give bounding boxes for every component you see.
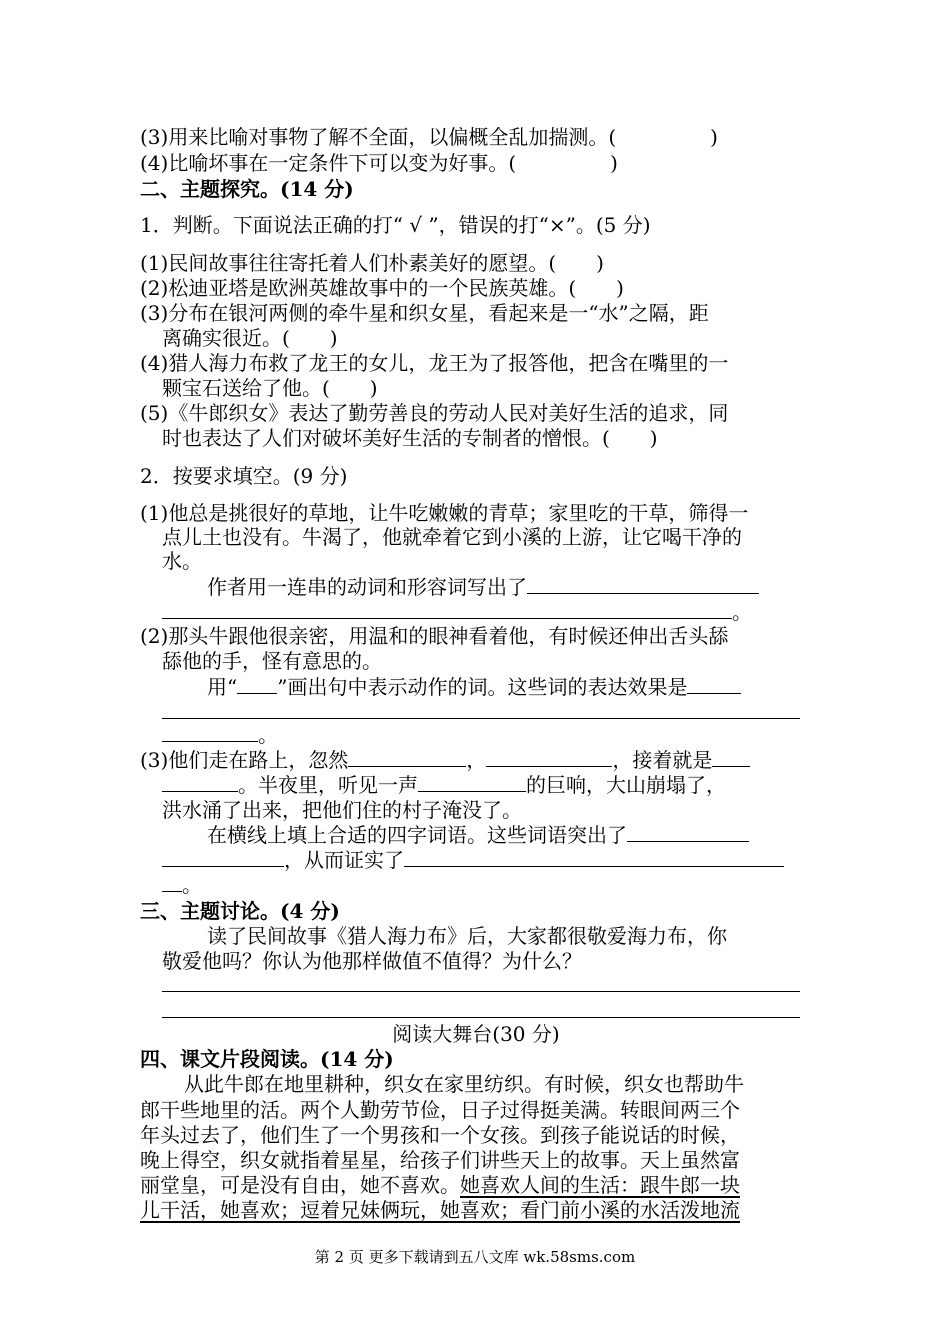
passage-line-2: 郎干些地里的活。两个人勤劳节俭，日子过得挺美满。转眼间两三个	[140, 1098, 740, 1122]
answer-blank[interactable]	[418, 773, 526, 792]
idiom-question-4-text: (4)比喻坏事在一定条件下可以变为好事。(	[140, 151, 517, 175]
idiom-question-3	[140, 124, 812, 150]
answer-blank[interactable]	[162, 773, 238, 792]
idiom-question-4	[140, 150, 812, 176]
fill-prompt-3-end: 。	[162, 872, 834, 898]
fill-passage-3-line-1: (3)他们走在路上，忽然 ， ，接着就是	[140, 747, 812, 773]
fill-passage-3-line-3: 洪水涌了出来，把他们住的村子淹没了。	[162, 798, 522, 822]
section-4-heading: 四、课文片段阅读。(14 分)	[140, 1047, 394, 1071]
page-footer: 第 2 页 更多下载请到五八文库 wk.58sms.com	[314, 1248, 636, 1266]
answer-blank[interactable]	[404, 848, 784, 867]
underline-sample	[237, 675, 277, 694]
idiom-question-3-text: (3)用来比喻对事物了解不全面，以偏概全乱加揣测。(	[140, 125, 617, 149]
answer-line[interactable]	[162, 1017, 800, 1018]
fill-passage-1-line-1: (1)他总是挑很好的草地，让牛吃嫩嫩的青草；家里吃的干草，筛得一	[140, 501, 749, 525]
answer-blank[interactable]	[162, 873, 182, 892]
passage-line-1: 从此牛郎在地里耕种，织女在家里纺织。有时候，织女也帮助牛	[184, 1072, 744, 1096]
fill-passage-2-line-2: 舔他的手，怪有意思的。	[162, 649, 382, 673]
discussion-prompt-line-1: 读了民间故事《猎人海力布》后，大家都很敬爱海力布，你	[207, 924, 727, 948]
answer-blank[interactable]	[486, 748, 612, 767]
answer-blank[interactable]	[348, 748, 466, 767]
bracket-close: )	[710, 125, 718, 149]
judge-item-3: (3)分布在银河两侧的牵牛星和织女星，看起来是一“水”之隔，距	[140, 301, 709, 325]
answer-blank[interactable]	[687, 675, 741, 694]
fill-prompt-3: 在横线上填上合适的四字词语。这些词语突出了	[207, 822, 812, 848]
passage-line-3: 年头过去了，他们生了一个男孩和一个女孩。到孩子能说话的时候，	[140, 1123, 740, 1147]
passage-line-6-underlined: 儿干活，她喜欢；逗着兄妹俩玩，她喜欢；看门前小溪的水活泼地流	[140, 1198, 740, 1222]
judge-item-2[interactable]: (2)松迪亚塔是欧洲英雄故事中的一个民族英雄。( )	[140, 276, 624, 300]
fill-question-title: 2．按要求填空。(9 分)	[140, 464, 348, 488]
fill-prompt-2-cont: 。	[162, 722, 834, 748]
fill-prompt-1-cont: 。	[162, 599, 834, 625]
answer-blank[interactable]	[627, 823, 749, 842]
passage-line-4: 晚上得空，织女就指着星星，给孩子们讲些天上的故事。天上虽然富	[140, 1148, 740, 1172]
discussion-prompt-line-2: 敬爱他吗？你认为他那样做值不值得？为什么？	[162, 949, 582, 973]
fill-passage-3-line-2: 。半夜里，听见一声 的巨响，大山崩塌了，	[162, 772, 822, 798]
underlined-sentence: 她喜欢人间的生活：跟牛郎一块	[460, 1173, 740, 1197]
fill-passage-1-line-2: 点儿土也没有。牛渴了，他就牵着它到小溪的上游，让它喝干净的	[162, 525, 742, 549]
answer-blank[interactable]	[712, 748, 750, 767]
judge-item-1[interactable]: (1)民间故事往往寄托着人们朴素美好的愿望。( )	[140, 251, 604, 275]
answer-line[interactable]	[162, 991, 800, 992]
reading-stage-title: 阅读大舞台(30 分)	[392, 1022, 560, 1046]
answer-line[interactable]	[162, 718, 800, 719]
section-3-heading: 三、主题讨论。(4 分)	[140, 899, 340, 923]
judge-question-title: 1．判断。下面说法正确的打“ √ ”，错误的打“×”。(5 分)	[140, 213, 651, 237]
judge-item-4: (4)猎人海力布救了龙王的女儿，龙王为了报答他，把含在嘴里的一	[140, 351, 729, 375]
fill-passage-1-line-3: 水。	[162, 549, 202, 573]
bracket-close: )	[610, 151, 618, 175]
section-2-heading: 二、主题探究。(14 分)	[140, 177, 354, 201]
answer-blank[interactable]	[162, 723, 258, 742]
judge-item-4-cont[interactable]: 颗宝石送给了他。( )	[162, 376, 378, 400]
fill-prompt-2: 用“ ”画出句中表示动作的词。这些词的表达效果是	[207, 674, 812, 700]
fill-prompt-1: 作者用一连串的动词和形容词写出了	[207, 574, 812, 600]
judge-item-5-cont[interactable]: 时也表达了人们对破坏美好生活的专制者的憎恨。( )	[162, 426, 658, 450]
passage-line-5: 丽堂皇，可是没有自由，她不喜欢。她喜欢人间的生活：跟牛郎一块	[140, 1173, 740, 1197]
judge-item-5: (5)《牛郎织女》表达了勤劳善良的劳动人民对美好生活的追求，同	[140, 401, 729, 425]
answer-blank[interactable]	[162, 848, 284, 867]
answer-blank[interactable]	[162, 600, 732, 619]
answer-blank[interactable]	[527, 575, 759, 594]
fill-prompt-3-cont: ，从而证实了	[162, 847, 812, 873]
judge-item-3-cont[interactable]: 离确实很近。( )	[162, 326, 338, 350]
fill-passage-2-line-1: (2)那头牛跟他很亲密，用温和的眼神看着他，有时候还伸出舌头舔	[140, 624, 729, 648]
